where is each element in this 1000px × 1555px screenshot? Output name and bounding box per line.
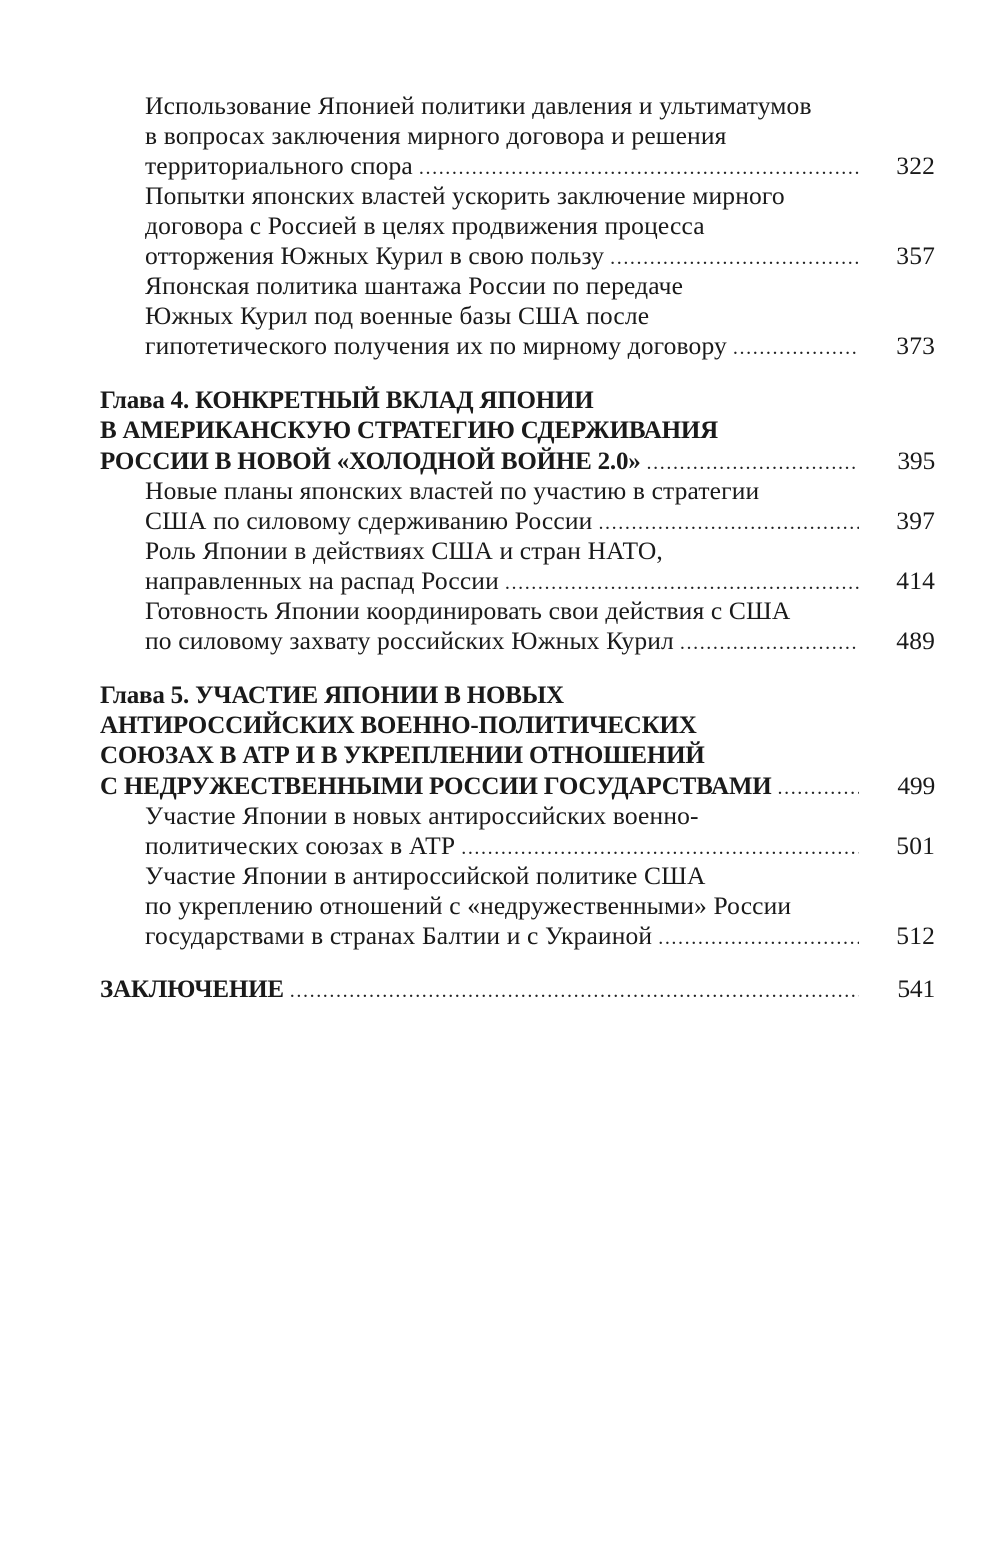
toc-entry-line: Использование Японией политики давления и ультиматумов [145,91,812,120]
toc-chapter-line: Глава 4. КОНКРЕТНЫЙ ВКЛАД ЯПОНИИ [100,387,594,414]
spacer [100,361,935,386]
dot-leader [610,243,859,273]
toc-chapter-line: Глава 5. УЧАСТИЕ ЯПОНИИ В НОВЫХ [100,682,564,709]
toc-entry-line: политических союзах в АТР [145,831,456,860]
page-number: 512 [896,921,935,950]
toc-entry-line: по силовому захвату российских Южных Курил [145,626,674,655]
table-of-contents [100,91,935,1004]
toc-entry-line: Южных Курил под военные базы США после [145,301,650,330]
dot-leader [733,333,859,363]
toc-entry-line: отторжения Южных Курил в свою пользу [145,241,605,270]
toc-entry-line: в вопросах заключения мирного договора и решения [145,121,727,150]
page-number: 501 [896,831,935,860]
toc-entry-line: Готовность Японии координировать свои действия с США [145,596,791,625]
toc-entry-line: Участие Японии в антироссийской политике США [145,861,706,890]
toc-chapter-heading[interactable] [100,681,935,801]
toc-entry-line: государствами в странах Балтии и с Украиной [145,921,653,950]
toc-entry-line: Роль Японии в действиях США и стран НАТО, [145,536,663,565]
toc-entry[interactable] [100,861,935,951]
page-number: 489 [896,626,935,655]
toc-entry-line: Участие Японии в новых антироссийских военно- [145,801,699,830]
toc-entry[interactable] [100,801,935,861]
spacer [100,951,935,974]
dot-leader [647,448,859,478]
dot-leader [505,568,859,598]
toc-entry-line: гипотетического получения их по мирному договору [145,331,727,360]
toc-entry-line: Попытки японских властей ускорить заключение мирного [145,181,785,210]
spacer [100,656,935,681]
page-number: 322 [896,151,935,180]
toc-entry-line: по укреплению отношений с «недружественными» России [145,891,792,920]
page-number: 357 [896,241,935,270]
page-number: 541 [897,974,935,1003]
page-number: 395 [897,446,935,475]
page-number: 499 [897,771,935,800]
toc-chapter-line: В АМЕРИКАНСКУЮ СТРАТЕГИЮ СДЕРЖИВАНИЯ [100,417,718,444]
dot-leader [290,976,859,1006]
toc-entry-line: направленных на распад России [145,566,499,595]
toc-chapter-line: ЗАКЛЮЧЕНИЕ [100,976,284,1003]
toc-chapter-line: АНТИРОССИЙСКИХ ВОЕННО-ПОЛИТИЧЕСКИХ [100,712,697,739]
toc-entry-line: договора с Россией в целях продвижения процесса [145,211,705,240]
toc-chapter-heading[interactable] [100,386,935,476]
toc-entry[interactable] [100,596,935,656]
toc-entry-line: территориального спора [145,151,413,180]
toc-entry[interactable] [100,536,935,596]
dot-leader [680,628,859,658]
dot-leader [461,833,859,863]
page-number: 373 [896,331,935,360]
toc-entry[interactable] [100,181,935,271]
dot-leader [658,923,859,953]
toc-chapter-line: РОССИИ В НОВОЙ «ХОЛОДНОЙ ВОЙНЕ 2.0» [100,448,641,475]
toc-entry[interactable] [100,476,935,536]
toc-entry-line: Новые планы японских властей по участию в стратегии [145,476,760,505]
toc-entry-line: Японская политика шантажа России по передаче [145,271,684,300]
dot-leader [419,153,859,183]
toc-entry[interactable] [100,271,935,361]
toc-conclusion[interactable] [100,974,935,1004]
dot-leader [778,773,860,803]
toc-entry-line: США по силовому сдерживанию России [145,506,593,535]
page-number: 397 [896,506,935,535]
dot-leader [598,508,859,538]
toc-chapter-line: СОЮЗАХ В АТР И В УКРЕПЛЕНИИ ОТНОШЕНИЙ [100,742,705,769]
toc-entry[interactable] [100,91,935,181]
toc-chapter-line: С НЕДРУЖЕСТВЕННЫМИ РОССИИ ГОСУДАРСТВАМИ [100,773,772,800]
page-number: 414 [896,566,935,595]
